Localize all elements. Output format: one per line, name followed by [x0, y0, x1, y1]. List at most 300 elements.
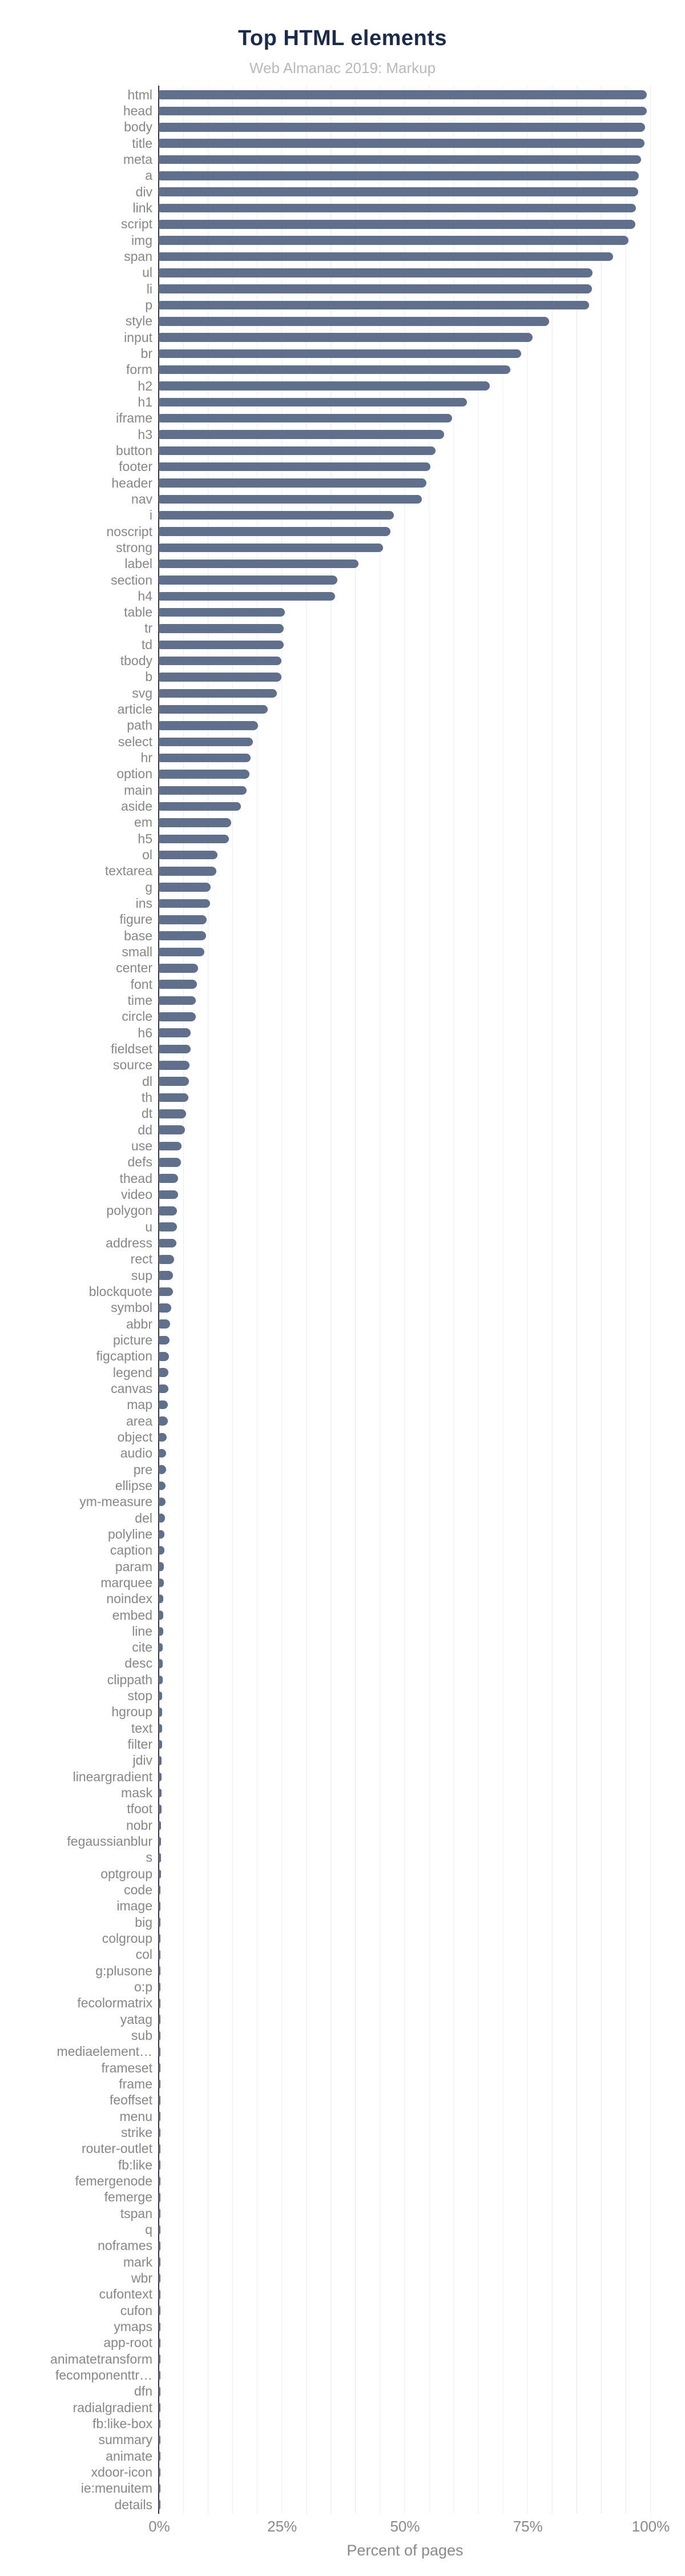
chart-title: Top HTML elements — [237, 26, 447, 50]
bar-label: b — [145, 669, 152, 685]
bar-row — [0, 847, 685, 863]
bar-row — [0, 135, 685, 151]
bar — [159, 1174, 178, 1183]
bar — [159, 1773, 162, 1782]
bar-label: code — [124, 1882, 152, 1898]
bar-track — [159, 2354, 650, 2364]
bar-row — [0, 1753, 685, 1769]
bar-row — [0, 895, 685, 911]
bar-row — [0, 281, 685, 297]
bar-track — [159, 1708, 650, 1717]
bar-label: marquee — [100, 1575, 152, 1590]
bar-row — [0, 2221, 685, 2237]
bar-track — [159, 544, 650, 553]
x-tick-label: 100% — [631, 2518, 670, 2535]
bar-track — [159, 2323, 650, 2332]
bar — [159, 899, 210, 908]
bar-track — [159, 1206, 650, 1215]
bar-track — [159, 527, 650, 536]
bar — [159, 1077, 189, 1086]
bar-row — [0, 1122, 685, 1138]
bar-label: feoffset — [109, 2092, 152, 2108]
bar-row — [0, 216, 685, 232]
bar-track — [159, 1756, 650, 1765]
bar-row — [0, 1833, 685, 1849]
bar-row — [0, 491, 685, 507]
bar-track — [159, 317, 650, 326]
bar-row — [0, 1267, 685, 1283]
bar-row — [0, 2124, 685, 2140]
bar-row — [0, 2173, 685, 2189]
bar-label: option — [116, 766, 152, 782]
bar-row — [0, 1785, 685, 1801]
bar-track — [159, 964, 650, 973]
bar-track — [159, 1692, 650, 1701]
bar-label: dd — [138, 1122, 152, 1137]
bar-row — [0, 426, 685, 442]
bar-track — [159, 1918, 650, 1927]
bar-row — [0, 2238, 685, 2254]
bar — [159, 317, 549, 326]
bar-label: nobr — [126, 1817, 152, 1833]
bar-track — [159, 1740, 650, 1749]
bar-label: button — [116, 442, 152, 458]
bar-track — [159, 1966, 650, 1975]
bar-label: pre — [133, 1462, 152, 1477]
bar-row — [0, 1688, 685, 1704]
bar-row — [0, 2497, 685, 2513]
bar-track — [159, 2144, 650, 2154]
bar — [159, 721, 258, 730]
bar — [159, 883, 211, 892]
bar — [159, 689, 277, 698]
bar — [159, 1125, 185, 1134]
bar-label: section — [111, 572, 152, 587]
bar — [159, 544, 383, 553]
bar — [159, 1692, 162, 1701]
bar — [159, 2209, 160, 2218]
bar-row — [0, 2287, 685, 2303]
bar — [159, 738, 253, 747]
bar — [159, 1934, 160, 1943]
bar-track — [159, 1853, 650, 1862]
bar-row — [0, 2416, 685, 2432]
bar — [159, 155, 641, 164]
bar-track — [159, 1433, 650, 1442]
bar — [159, 2306, 160, 2315]
bar-label: defs — [127, 1154, 152, 1170]
bar — [159, 1999, 160, 2008]
bar — [159, 2452, 160, 2461]
bar-label: wbr — [131, 2270, 152, 2285]
bar-track — [159, 478, 650, 488]
bar-track — [159, 1643, 650, 1652]
bar — [159, 123, 645, 132]
bar — [159, 2257, 160, 2267]
bar-label: td — [141, 637, 152, 652]
bar-track — [159, 721, 650, 730]
bar-label: strike — [121, 2125, 152, 2140]
bar-track — [159, 1400, 650, 1410]
bar-row — [0, 2011, 685, 2027]
bar-label: script — [121, 216, 152, 232]
bar-label: thead — [119, 1170, 152, 1186]
bar-row — [0, 1656, 685, 1672]
bar — [159, 2144, 160, 2154]
bar-label: center — [116, 960, 152, 976]
bar — [159, 2225, 160, 2235]
bar-row — [0, 1446, 685, 1462]
bar-row — [0, 1575, 685, 1591]
bar-label: div — [135, 184, 152, 199]
bar — [159, 1206, 177, 1215]
bar-row — [0, 232, 685, 248]
bar-track — [159, 2436, 650, 2445]
bar-label: polyline — [108, 1526, 152, 1541]
bar-track — [159, 495, 650, 504]
bar-row — [0, 313, 685, 329]
bar-track — [159, 2209, 650, 2218]
bar-label: abbr — [126, 1316, 152, 1331]
bar — [159, 1530, 164, 1539]
bar-row — [0, 1251, 685, 1267]
bar-label: video — [121, 1186, 152, 1202]
bar-track — [159, 2387, 650, 2396]
bar-row — [0, 1995, 685, 2011]
bar-row — [0, 1283, 685, 1299]
bar-track — [159, 2241, 650, 2251]
bar-track — [159, 754, 650, 763]
bar-label: li — [146, 281, 152, 296]
bar-label: line — [132, 1623, 152, 1639]
bar — [159, 2241, 160, 2251]
bar-row — [0, 912, 685, 928]
bar-track — [159, 1449, 650, 1458]
bar — [159, 2436, 160, 2445]
bar-track — [159, 608, 650, 617]
bar-row — [0, 1316, 685, 1332]
bar-label: source — [112, 1057, 152, 1073]
bar-label: i — [149, 508, 152, 523]
bar-track — [159, 560, 650, 569]
bar-label: ins — [135, 896, 152, 911]
bar-row — [0, 2044, 685, 2060]
bar-label: audio — [120, 1446, 152, 1461]
bar-label: h6 — [138, 1025, 152, 1040]
bar-label: fecolormatrix — [77, 1995, 152, 2011]
bar-row — [0, 701, 685, 717]
bar-row — [0, 944, 685, 960]
bar-row — [0, 1203, 685, 1219]
bar-label: ellipse — [115, 1478, 152, 1493]
bar-track — [159, 1870, 650, 1879]
bar — [159, 1142, 182, 1151]
bar-label: embed — [112, 1607, 152, 1623]
bar — [159, 1756, 162, 1765]
bar-row — [0, 329, 685, 345]
bar-row — [0, 1769, 685, 1785]
bar-label: html — [127, 87, 152, 102]
bar-label: sup — [131, 1267, 152, 1283]
bar-label: blockquote — [88, 1283, 152, 1299]
bar-track — [159, 1902, 650, 1911]
bar — [159, 2403, 160, 2412]
bar-label: link — [132, 200, 152, 215]
bar-label: base — [124, 928, 152, 943]
bar-label: app-root — [103, 2335, 152, 2350]
bar — [159, 236, 628, 245]
bar-label: ol — [142, 847, 152, 863]
bar — [159, 1627, 163, 1636]
bar-label: fb:like — [118, 2157, 152, 2172]
bar-row — [0, 2367, 685, 2383]
bar-track — [159, 689, 650, 698]
bar-row — [0, 1235, 685, 1251]
bar-track — [159, 867, 650, 876]
bar-label: form — [126, 362, 152, 377]
bar-track — [159, 1579, 650, 1588]
bar — [159, 2193, 160, 2202]
bar-row — [0, 2108, 685, 2124]
bar — [159, 2063, 160, 2072]
bar-label: dfn — [134, 2384, 152, 2399]
bar — [159, 2096, 160, 2105]
bar-row — [0, 2270, 685, 2286]
bar — [159, 2387, 160, 2396]
bar-row — [0, 1057, 685, 1073]
bar-row — [0, 2060, 685, 2076]
bar-label: fieldset — [111, 1041, 152, 1057]
bar-track — [159, 204, 650, 213]
bar-label: mediaelement… — [57, 2044, 152, 2059]
bar — [159, 430, 444, 439]
bar — [159, 1449, 166, 1458]
bar-label: details — [114, 2497, 152, 2512]
bar-label: meta — [123, 151, 152, 167]
bar-label: tfoot — [127, 1801, 152, 1817]
bar — [159, 786, 247, 795]
bar-track — [159, 462, 650, 472]
bar-track — [159, 1174, 650, 1183]
bar — [159, 867, 216, 876]
bar — [159, 818, 231, 827]
bar-track — [159, 705, 650, 714]
x-tick-label: 25% — [267, 2518, 297, 2535]
bar-row — [0, 168, 685, 184]
bar-row — [0, 621, 685, 637]
bar-label: hgroup — [111, 1704, 152, 1720]
bar-label: header — [111, 475, 152, 490]
bar-track — [159, 641, 650, 650]
bar-track — [159, 2047, 650, 2056]
bar-label: femerge — [104, 2189, 152, 2205]
bar-track — [159, 187, 650, 196]
bar-label: input — [124, 329, 152, 345]
bar-label: col — [135, 1947, 152, 1962]
bar-track — [159, 1109, 650, 1118]
bar-row — [0, 1106, 685, 1122]
bar — [159, 2015, 160, 2024]
bar-track — [159, 2112, 650, 2121]
bar — [159, 1093, 188, 1102]
bar-row — [0, 1349, 685, 1365]
bar-row — [0, 265, 685, 281]
bar-track — [159, 2420, 650, 2429]
bar — [159, 1724, 162, 1733]
bar — [159, 2371, 160, 2380]
bar — [159, 1595, 163, 1604]
bar — [159, 1012, 196, 1021]
bar-track — [159, 430, 650, 439]
bar-row — [0, 572, 685, 588]
bar-row — [0, 879, 685, 895]
bar — [159, 1870, 161, 1879]
bar-row — [0, 1898, 685, 1914]
bar-label: object — [117, 1429, 152, 1444]
bar-label: figure — [119, 912, 152, 927]
bar-label: path — [127, 718, 152, 733]
bar-row — [0, 524, 685, 540]
bar-row — [0, 1866, 685, 1882]
bar-label: select — [118, 734, 152, 749]
bar-label: frame — [119, 2076, 152, 2092]
bar-label: mask — [121, 1785, 152, 1801]
bar — [159, 2484, 160, 2493]
bar-row — [0, 637, 685, 653]
bar — [159, 1416, 168, 1426]
bar-label: aside — [121, 799, 152, 814]
bar — [159, 462, 430, 472]
bar-label: radialgradient — [72, 2400, 152, 2415]
bar-label: g — [145, 879, 152, 895]
bar — [159, 2112, 160, 2121]
bar-label: article — [117, 702, 152, 717]
bar-track — [159, 575, 650, 585]
bar-label: h3 — [138, 426, 152, 442]
bar — [159, 1789, 162, 1798]
bar-track — [159, 1805, 650, 1814]
bar-track — [159, 1142, 650, 1151]
bar-track — [159, 592, 650, 601]
bar — [159, 349, 521, 359]
bar-track — [159, 1045, 650, 1054]
bar — [159, 478, 426, 488]
bar-label: fb:like-box — [92, 2416, 152, 2431]
bar-row — [0, 1478, 685, 1494]
bar — [159, 673, 281, 682]
bar-row — [0, 1817, 685, 1833]
bar-label: animate — [106, 2448, 152, 2464]
bar-row — [0, 2189, 685, 2205]
bar-row — [0, 1494, 685, 1510]
bar-track — [159, 398, 650, 407]
bar-row — [0, 1300, 685, 1316]
bar — [159, 1465, 166, 1474]
bar — [159, 398, 467, 407]
bar-label: router-outlet — [81, 2141, 152, 2156]
bar-track — [159, 948, 650, 957]
bar — [159, 1336, 170, 1345]
bar — [159, 1902, 160, 1911]
bar-row — [0, 1591, 685, 1607]
bar — [159, 1498, 166, 1507]
bar-track — [159, 818, 650, 827]
bar-track — [159, 2500, 650, 2509]
bar-track — [159, 1514, 650, 1523]
bar-label: noscript — [106, 524, 152, 539]
bar-label: area — [126, 1413, 152, 1428]
bar — [159, 2177, 160, 2186]
bar-row — [0, 798, 685, 814]
bar-label: sub — [131, 2028, 152, 2043]
bar — [159, 1061, 190, 1070]
bar-row — [0, 605, 685, 621]
bar — [159, 446, 436, 456]
bar-label: jdiv — [132, 1753, 152, 1768]
bar-track — [159, 2274, 650, 2283]
bar-label: cite — [132, 1640, 152, 1655]
bar-track — [159, 90, 650, 99]
bar-row — [0, 2205, 685, 2221]
bar-row — [0, 2303, 685, 2319]
bar — [159, 139, 644, 148]
bar-label: q — [145, 2221, 152, 2237]
bar-label: address — [106, 1235, 152, 1250]
bar — [159, 1643, 163, 1652]
bar — [159, 1368, 168, 1377]
bar-track — [159, 1724, 650, 1733]
bar-row — [0, 734, 685, 750]
bar-row — [0, 1914, 685, 1930]
bar — [159, 1966, 160, 1975]
bar — [159, 1158, 181, 1167]
bar-label: picture — [112, 1332, 152, 1347]
bar — [159, 835, 229, 844]
bar-label: mark — [123, 2254, 152, 2269]
bar — [159, 284, 592, 293]
bar — [159, 1287, 173, 1297]
bar-track — [159, 1498, 650, 1507]
bar-row — [0, 475, 685, 491]
bar-row — [0, 1041, 685, 1057]
bar — [159, 964, 198, 973]
bar-label: canvas — [111, 1380, 152, 1396]
bar-label: del — [135, 1510, 152, 1526]
bar-label: fecomponenttr… — [55, 2367, 152, 2382]
x-tick-label: 0% — [148, 2518, 170, 2535]
bar-track — [159, 2484, 650, 2493]
bar — [159, 2128, 160, 2138]
bar — [159, 851, 217, 860]
bar — [159, 980, 197, 989]
bar-track — [159, 657, 650, 666]
bar-label: title — [132, 135, 152, 151]
bar-track — [159, 1934, 650, 1943]
bar-label: h5 — [138, 831, 152, 846]
bar-label: h2 — [138, 378, 152, 393]
bar-track — [159, 996, 650, 1005]
bar-track — [159, 1676, 650, 1685]
bar — [159, 754, 251, 763]
bar-row — [0, 378, 685, 394]
bar-label: cufon — [120, 2303, 152, 2318]
bar-track — [159, 1530, 650, 1539]
bar-track — [159, 1158, 650, 1167]
bar — [159, 495, 422, 504]
bar-track — [159, 770, 650, 779]
bar-track — [159, 1222, 650, 1231]
bar-track — [159, 220, 650, 229]
